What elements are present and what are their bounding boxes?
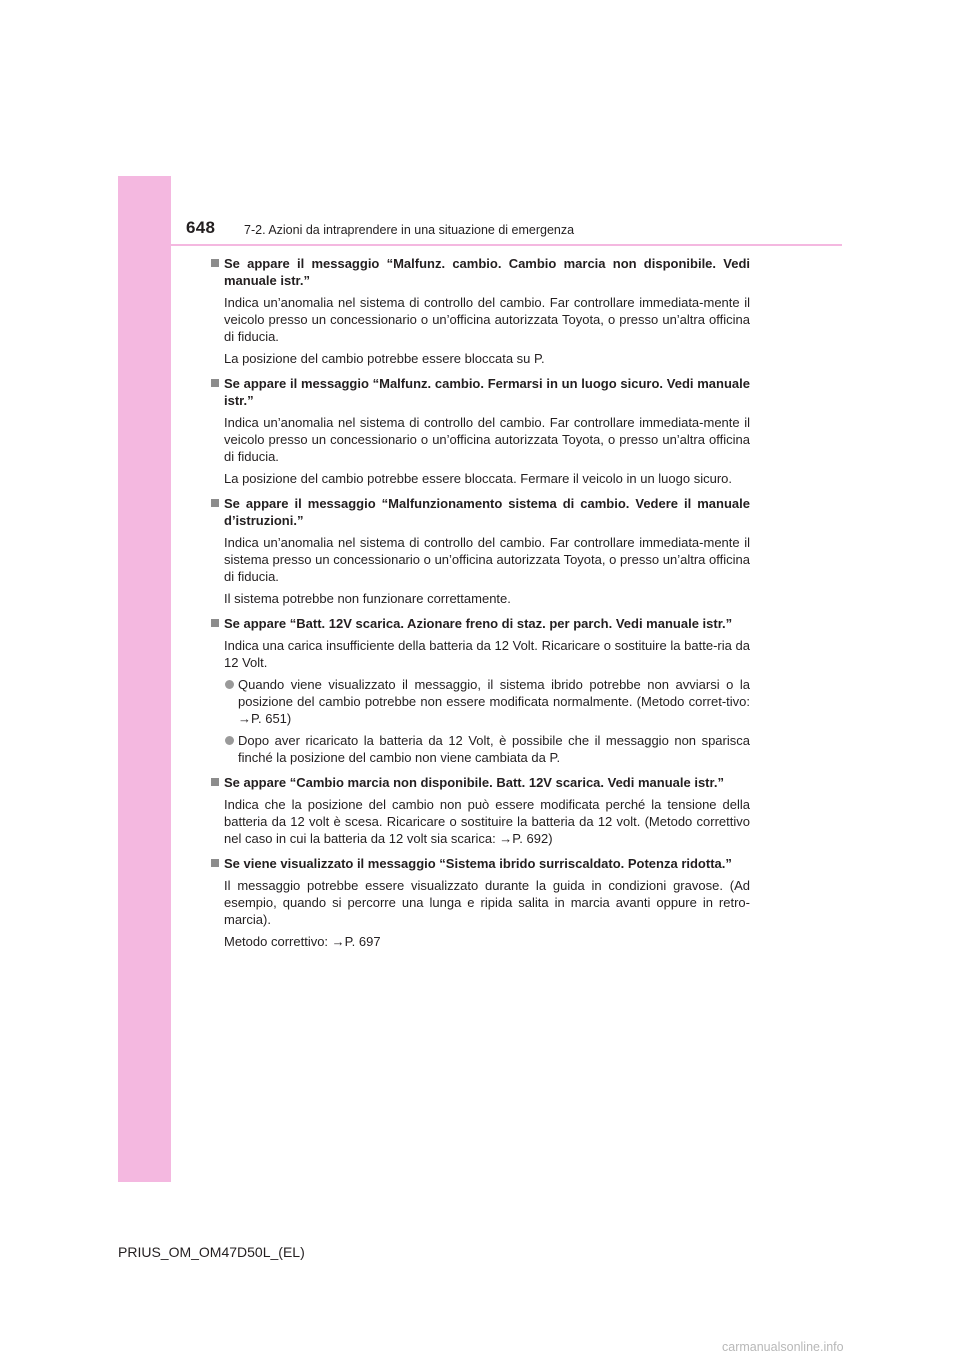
message-heading-text: Se appare “Cambio marcia non disponibile. Batt. 12V scarica. Vedi manuale istr.” (224, 775, 724, 790)
message-block (210, 855, 750, 950)
side-color-band (118, 176, 171, 1182)
message-block (210, 495, 750, 607)
message-heading (210, 255, 750, 289)
bullet-text: Quando viene visualizzato il messaggio, il sistema ibrido potrebbe non avviarsi o la posizione del cambio potrebbe non essere modificata normalmente. (Metodo corret-tivo: →P. 651) (238, 677, 750, 726)
paragraph: Il messaggio potrebbe essere visualizzato durante la guida in condizioni gravose. (Ad esempio, quando si percorre una lunga e ripida salita in marcia avanti oppure in retro-marcia). (224, 878, 750, 927)
message-heading (210, 615, 750, 632)
circle-bullet-icon (225, 736, 234, 745)
message-heading-text: Se appare il messaggio “Malfunzionamento sistema di cambio. Vedere il manuale d’istruzioni.” (224, 496, 750, 528)
message-heading-text: Se appare il messaggio “Malfunz. cambio. Fermarsi in un luogo sicuro. Vedi manuale istr.” (224, 376, 750, 408)
bullet-text: Dopo aver ricaricato la batteria da 12 Volt, è possibile che il messaggio non sparisca finché la posizione del cambio non viene cambiata da P. (238, 733, 750, 765)
square-bullet-icon (211, 499, 219, 507)
paragraph: Metodo correttivo: →P. 697 (224, 934, 381, 949)
paragraph: Indica una carica insufficiente della batteria da 12 Volt. Ricaricare o sostituire la batte-ria da 12 Volt. (224, 638, 750, 670)
message-heading-text: Se viene visualizzato il messaggio “Sistema ibrido surriscaldato. Potenza ridotta.” (224, 856, 732, 871)
page-content (210, 255, 750, 958)
message-block (210, 255, 750, 367)
circle-bullet-icon (225, 680, 234, 689)
watermark-link[interactable]: carmanualsonline.info (722, 1340, 844, 1354)
message-block (210, 375, 750, 487)
square-bullet-icon (211, 379, 219, 387)
paragraph: La posizione del cambio potrebbe essere bloccata su P. (224, 351, 545, 366)
paragraph: Indica un’anomalia nel sistema di controllo del cambio. Far controllare immediata-mente il sistema presso un concessionario o un’officina autorizzata Toyota, o presso un’altra officina di fiducia. (224, 535, 750, 584)
paragraph: Indica che la posizione del cambio non può essere modificata perché la tensione della batteria da 12 volt è scesa. Ricaricare o sostituire la batteria da 12 volt. (Metodo correttivo nel caso in cui la batteria da 12 volt sia scarica: →P. 692) (224, 797, 750, 846)
square-bullet-icon (211, 259, 219, 267)
message-heading (210, 495, 750, 529)
square-bullet-icon (211, 619, 219, 627)
message-heading (210, 774, 750, 791)
bullet-item (210, 676, 750, 727)
paragraph: Il sistema potrebbe non funzionare correttamente. (224, 591, 511, 606)
square-bullet-icon (211, 778, 219, 786)
section-title: 7-2. Azioni da intraprendere in una situazione di emergenza (244, 223, 575, 237)
paragraph: Indica un’anomalia nel sistema di controllo del cambio. Far controllare immediata-mente il veicolo presso un concessionario o un’officina autorizzata Toyota, o presso un’altra officina di fiducia. (224, 415, 750, 464)
message-block (210, 615, 750, 766)
page-number: 648 (186, 218, 216, 237)
header-divider (171, 244, 842, 246)
paragraph: La posizione del cambio potrebbe essere bloccata. Fermare il veicolo in un luogo sicuro. (224, 471, 733, 486)
message-heading-text: Se appare il messaggio “Malfunz. cambio. Cambio marcia non disponibile. Vedi manuale istr.” (224, 256, 750, 288)
square-bullet-icon (211, 859, 219, 867)
manual-code: PRIUS_OM_OM47D50L_(EL) (118, 1244, 305, 1260)
message-block (210, 774, 750, 847)
message-heading (210, 375, 750, 409)
paragraph: Indica un’anomalia nel sistema di controllo del cambio. Far controllare immediata-mente il veicolo presso un concessionario o un’officina autorizzata Toyota, o presso un’altra officina di fiducia. (224, 295, 750, 344)
message-heading-text: Se appare “Batt. 12V scarica. Azionare freno di staz. per parch. Vedi manuale istr.” (224, 616, 733, 631)
message-heading (210, 855, 750, 872)
bullet-item (210, 732, 750, 766)
